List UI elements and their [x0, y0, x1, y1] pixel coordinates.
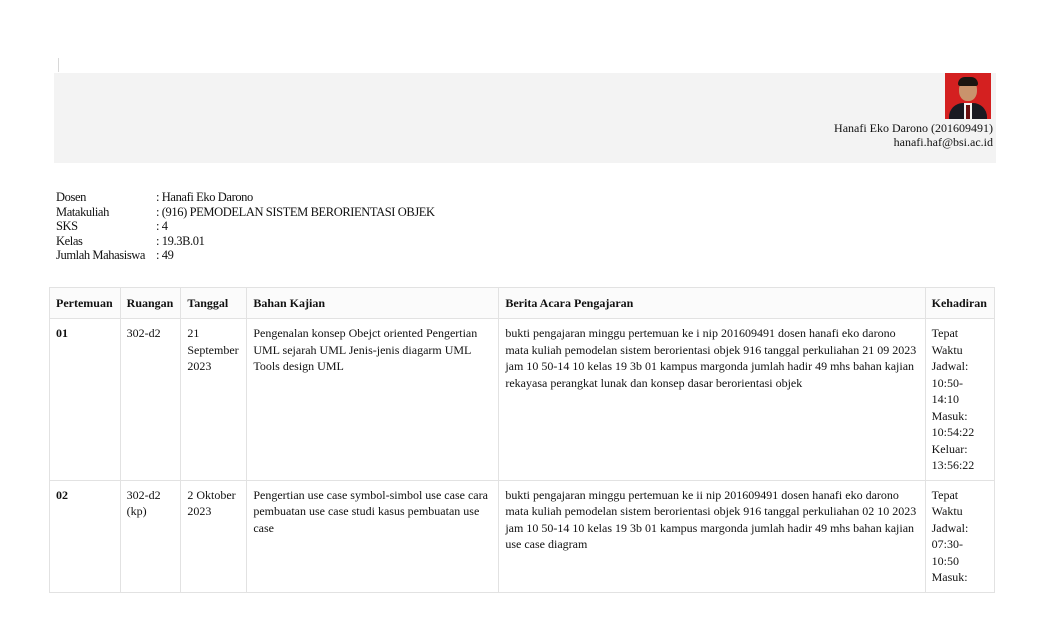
header-berita-acara: Berita Acara Pengajaran — [499, 288, 925, 319]
cell-ruangan: 302-d2 (kp) — [120, 480, 181, 592]
kehadiran-line: 10:54:22 — [931, 425, 975, 439]
info-label: SKS — [56, 219, 78, 233]
header-pertemuan: Pertemuan — [50, 288, 121, 319]
header-ruangan: Ruangan — [120, 288, 181, 319]
cell-pertemuan: 02 — [50, 480, 121, 592]
cell-berita-acara: bukti pengajaran minggu pertemuan ke ii nip 201609491 dosen hanafi eko darono mata kuliah pemodelan sistem berorientasi objek 916 tanggal perkuliahan 02 10 2023 jam 10 50-14 10 kelas 19 3b 01 kampus margonda jumlah hadir 49 mhs bahan kajian use case diagram — [499, 480, 925, 592]
cell-tanggal: 21 September 2023 — [181, 319, 247, 481]
header-kehadiran: Kehadiran — [925, 288, 994, 319]
info-label: Dosen — [56, 190, 86, 204]
lecturer-name: Hanafi Eko Darono (201609491) — [834, 121, 993, 135]
lecturer-email: hanafi.haf@bsi.ac.id — [893, 135, 993, 149]
kehadiran-line: 10:50 — [931, 553, 959, 568]
kehadiran-line: 14:10 — [931, 392, 959, 406]
info-label: Matakuliah — [56, 204, 109, 219]
kehadiran-line: 07:30- — [931, 537, 963, 551]
kehadiran-line: Jadwal: — [931, 520, 969, 535]
info-value: : Hanafi Eko Darono — [156, 190, 253, 204]
cell-kehadiran — [925, 480, 994, 592]
info-row-jumlah-mahasiswa — [56, 248, 435, 263]
kehadiran-line: 10:50- — [931, 375, 963, 390]
kehadiran-line: Tepat — [931, 487, 959, 502]
cell-berita-acara: bukti pengajaran minggu pertemuan ke i nip 201609491 dosen hanafi eko darono mata kuliah pemodelan sistem berorientasi objek 916 tanggal perkuliahan 21 09 2023 jam 10 50-14 10 kelas 19 3b 01 kampus margonda jumlah hadir 49 mhs bahan kajian rekayasa perangkat lunak dan konsep dasar berorientasi objek — [499, 319, 925, 481]
info-row-kelas — [56, 234, 435, 249]
cell-kehadiran — [925, 319, 994, 481]
table-row — [50, 319, 995, 481]
info-label: Jumlah Mahasiswa — [56, 248, 146, 262]
info-value: : 4 — [156, 219, 168, 233]
kehadiran-line: Jadwal: — [931, 359, 969, 373]
header-bahan-kajian: Bahan Kajian — [247, 288, 499, 319]
cell-pertemuan: 01 — [50, 319, 121, 481]
attendance-table — [49, 287, 995, 593]
cell-bahan-kajian: Pengenalan konsep Obejct oriented Pengertian UML sejarah UML Jenis-jenis diagarm UML Tools design UML — [247, 319, 499, 481]
table-header-row — [50, 288, 995, 319]
info-row-dosen — [56, 190, 435, 205]
header-tanggal: Tanggal — [181, 288, 247, 319]
lecturer-header — [54, 73, 996, 163]
info-row-sks — [56, 219, 435, 234]
cell-tanggal: 2 Oktober 2023 — [181, 480, 247, 592]
cell-bahan-kajian: Pengertian use case symbol-simbol use case cara pembuatan use case studi kasus pembuatan use case — [247, 480, 499, 592]
info-value: : 49 — [156, 248, 174, 262]
table-row — [50, 480, 995, 592]
kehadiran-line: Masuk: — [931, 408, 968, 423]
cell-ruangan: 302-d2 — [120, 319, 181, 481]
course-info — [56, 190, 435, 263]
kehadiran-line: Masuk: — [931, 570, 968, 584]
info-value: : (916) PEMODELAN SISTEM BERORIENTASI OBJEK — [156, 204, 435, 219]
page-edge-marker — [58, 58, 59, 72]
kehadiran-line: Keluar: — [931, 441, 968, 456]
info-value: : 19.3B.01 — [156, 233, 205, 248]
kehadiran-line: Tepat — [931, 326, 959, 340]
kehadiran-line: Waktu — [931, 342, 963, 357]
avatar — [945, 73, 991, 119]
info-row-matakuliah — [56, 205, 435, 220]
info-label: Kelas — [56, 233, 83, 248]
kehadiran-line: Waktu — [931, 504, 963, 518]
kehadiran-line: 13:56:22 — [931, 458, 975, 472]
